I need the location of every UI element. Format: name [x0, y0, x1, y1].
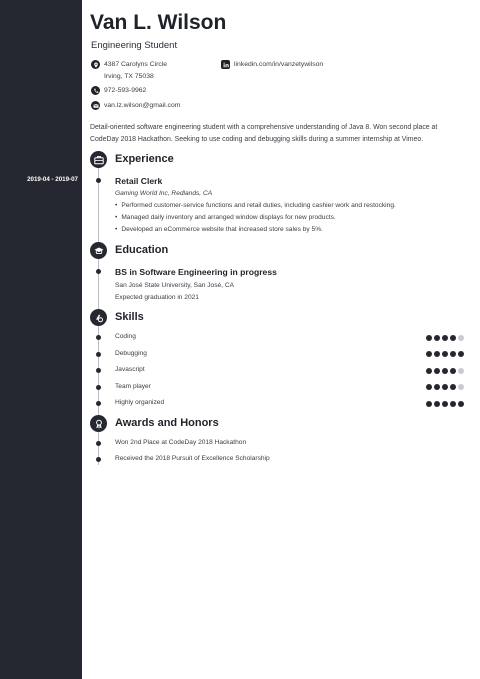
skill-timeline-dot	[96, 335, 101, 340]
skill-dot-filled	[442, 401, 448, 407]
job-title: Retail Clerk	[115, 176, 163, 186]
skill-dot-filled	[426, 384, 432, 390]
skill-rating	[426, 384, 466, 390]
skill-dot-filled	[434, 384, 440, 390]
skill-dot-filled	[426, 335, 432, 341]
candidate-headline: Engineering Student	[91, 40, 178, 51]
skill-dot-filled	[434, 335, 440, 341]
linkedin-link[interactable]: linkedin.com/in/vanzetywilson	[234, 61, 324, 68]
award-timeline-dot	[96, 441, 101, 446]
skill-dot-filled	[450, 351, 456, 357]
education-degree: BS in Software Engineering in progress	[115, 267, 277, 277]
skill-timeline-dot	[96, 368, 101, 373]
experience-timeline-dot	[96, 178, 101, 183]
skill-dot-filled	[450, 401, 456, 407]
address-line-2: Irving, TX 75038	[104, 73, 154, 80]
email-address[interactable]: van.lz.wilson@gmail.com	[104, 102, 181, 109]
skill-name: Coding	[115, 333, 136, 340]
address-line-1: 4387 Carolyns Circle	[104, 61, 168, 68]
skill-dot-filled	[426, 401, 432, 407]
skill-dot-filled	[450, 335, 456, 341]
education-heading: Education	[115, 244, 169, 256]
linkedin-icon	[221, 60, 230, 69]
candidate-name: Van L. Wilson	[90, 11, 227, 34]
skill-name: Team player	[115, 383, 151, 390]
skills-badge-icon	[90, 309, 107, 326]
skill-name: Highly organized	[115, 399, 165, 406]
skill-dot-filled	[442, 351, 448, 357]
skill-dot-filled	[426, 368, 432, 374]
skill-rating	[426, 335, 466, 341]
education-school: San José State University, San José, CA	[115, 282, 234, 289]
skill-dot-filled	[442, 335, 448, 341]
skill-dot-filled	[442, 384, 448, 390]
skill-dot-filled	[434, 368, 440, 374]
education-graduation: Expected graduation in 2021	[115, 294, 199, 301]
skill-dot-filled	[458, 351, 464, 357]
skill-dot-empty	[458, 384, 464, 390]
skill-timeline-dot	[96, 401, 101, 406]
skill-rating	[426, 401, 466, 407]
experience-date-range: 2019-04 - 2019-07	[27, 176, 78, 183]
phone-number[interactable]: 972-593-9962	[104, 87, 147, 94]
skill-dot-filled	[434, 351, 440, 357]
skill-timeline-dot	[96, 352, 101, 357]
skill-dot-empty	[458, 368, 464, 374]
award-timeline-dot	[96, 457, 101, 462]
phone-icon	[91, 86, 100, 95]
award-ribbon-icon	[90, 415, 107, 432]
skill-dot-filled	[450, 368, 456, 374]
skill-timeline-dot	[96, 385, 101, 390]
awards-heading: Awards and Honors	[115, 417, 219, 429]
job-company: Gaming World Inc, Redlands, CA	[115, 190, 213, 197]
award-item-1: Won 2nd Place at CodeDay 2018 Hackathon	[115, 439, 247, 446]
skill-dot-filled	[450, 384, 456, 390]
skill-dot-filled	[458, 401, 464, 407]
skill-rating	[426, 368, 466, 374]
skill-dot-filled	[442, 368, 448, 374]
profile-summary: Detail-oriented software engineering student with a comprehensive understanding of Java 8. Won second place at CodeDay 2018 Hackathon. Seeking to use coding and debugging skills during a summer internship at Vimeo.	[90, 124, 438, 143]
skill-rating	[426, 351, 466, 357]
experience-heading: Experience	[115, 153, 174, 165]
graduation-cap-icon	[90, 242, 107, 259]
education-timeline-dot	[96, 269, 101, 274]
skill-name: Javascript	[115, 366, 145, 373]
briefcase-icon	[90, 151, 107, 168]
skills-heading: Skills	[115, 311, 144, 323]
skill-dot-empty	[458, 335, 464, 341]
skill-name: Debugging	[115, 350, 147, 357]
skill-dot-filled	[426, 351, 432, 357]
job-bullet-3: • Developed an eCommerce website that increased store sales by 5%.	[115, 226, 323, 233]
resume-main	[82, 0, 480, 679]
email-icon	[91, 101, 100, 110]
award-item-2: Received the 2018 Pursuit of Excellence Scholarship	[115, 455, 270, 462]
left-sidebar	[0, 0, 82, 679]
location-pin-icon	[91, 60, 100, 69]
skill-dot-filled	[434, 401, 440, 407]
job-bullet-1: • Performed customer-service functions and retail duties, including cashier work and restocking.	[115, 202, 396, 209]
job-bullet-2: • Managed daily inventory and arranged window displays for new products.	[115, 214, 336, 221]
